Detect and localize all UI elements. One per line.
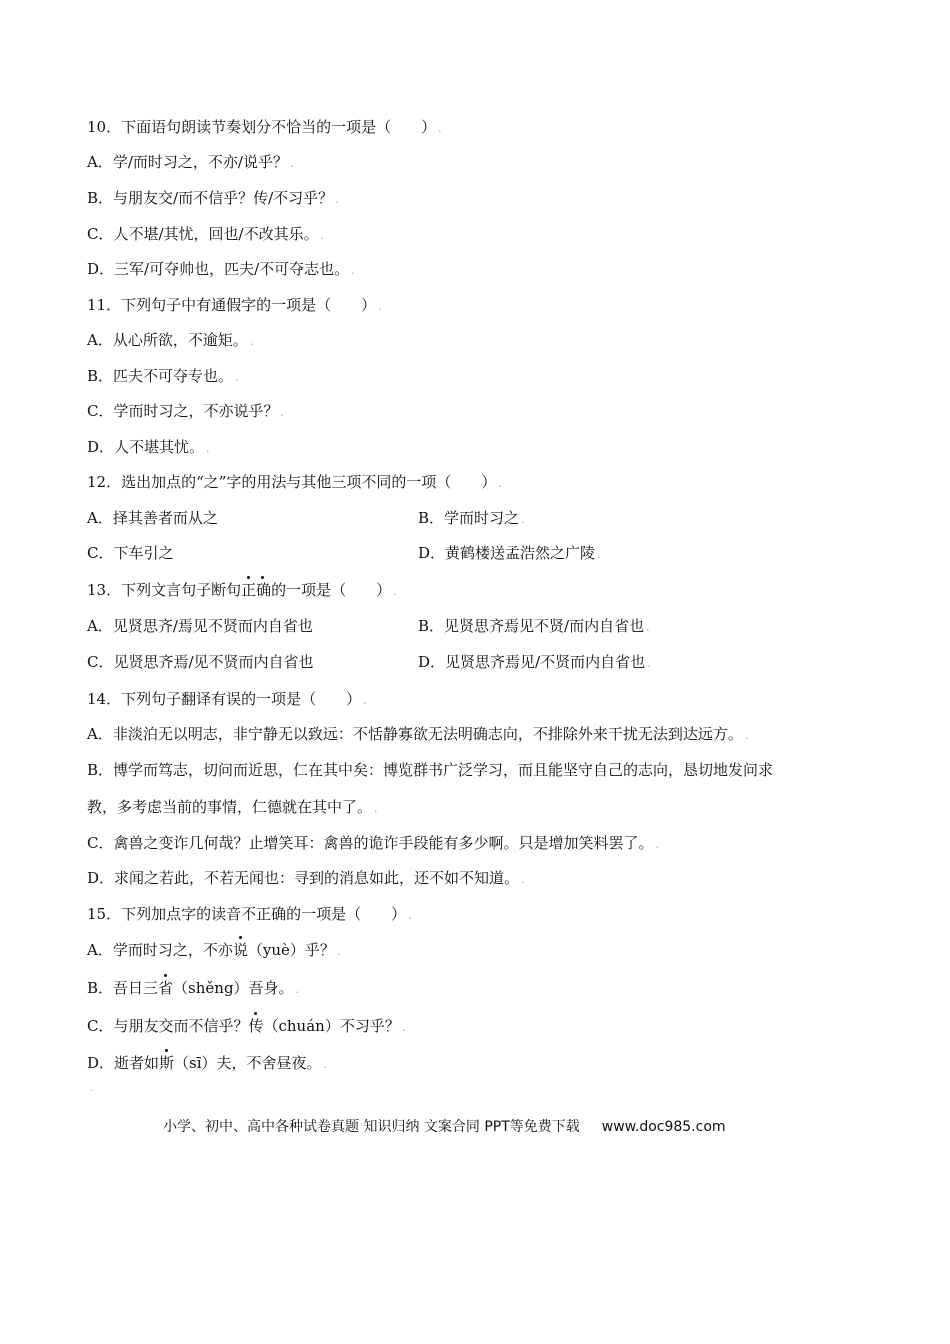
dotted-character: 说 — [232, 941, 248, 959]
question-10-option-b: B．与朋友交/而不信乎？传/不习乎？ . — [87, 189, 339, 207]
question-11-option-a: A．从心所欲，不逾矩。 . — [87, 331, 254, 349]
question-10-stem: 10．下面语句朗读节奏划分不恰当的一项是（ ） . — [87, 118, 442, 136]
question-11-option-c: C．学而时习之，不亦说乎？ . — [87, 402, 284, 420]
dotted-character: 省 — [158, 979, 174, 997]
footer-url[interactable]: www.doc985.com — [601, 1119, 726, 1135]
paragraph-mark: . — [90, 1084, 93, 1094]
question-14-option-a: A．非淡泊无以明志，非宁静无以致远：不恬静寡欲无法明确志向，不排除外来干扰无法到达远方。 . — [87, 725, 749, 743]
question-14-stem: 14．下列句子翻译有误的一项是（ ） . — [87, 690, 367, 708]
question-12-stem: 12．选出加点的“之”字的用法与其他三项不同的一项（ ） . — [87, 473, 502, 491]
question-13-option-d: D．见贤思齐焉见/不贤而内自省也 . — [418, 653, 651, 671]
question-11-stem: 11．下列句子中有通假字的一项是（ ） . — [87, 296, 382, 314]
question-15-option-c: C．与朋友交而不信乎？传（chuán）不习乎？ . — [87, 1017, 406, 1035]
question-12-option-c: C．下车引之 — [87, 544, 174, 562]
question-12-option-a: A．择其善者而从之 — [87, 509, 218, 527]
question-14-option-b-line2: 教，多考虑当前的事情，仁德就在其中了。 . — [87, 798, 378, 816]
question-15-option-d: D．逝者如斯（sī）夫，不舍昼夜。 . — [87, 1054, 328, 1072]
dotted-character: 传 — [248, 1017, 264, 1035]
question-14-option-d: D．求闻之若此，不若无闻也：寻到的消息如此，还不如不知道。 . — [87, 869, 525, 887]
page-footer — [163, 1116, 726, 1136]
question-15-option-a: A．学而时习之，不亦说（yuè）乎？ . — [87, 941, 341, 959]
question-10-option-c: C．人不堪/其忧，回也/不改其乐。 . — [87, 225, 325, 243]
question-12-option-d: D．黄鹤楼送孟浩然之广陵 . — [418, 544, 601, 562]
question-13-option-c: C．见贤思齐焉/见不贤而内自省也 — [87, 653, 314, 671]
question-10-option-d: D．三军/可夺帅也，匹夫/不可夺志也。 . — [87, 260, 355, 278]
question-14-option-b-line1: B．博学而笃志，切问而近思，仁在其中矣：博览群书广泛学习，而且能坚守自己的志向，恳切地发问求 — [87, 761, 774, 779]
question-15-option-b: B．吾日三省（shěng）吾身。 . — [87, 979, 300, 997]
footer-text: 小学、初中、高中各种试卷真题 知识归纳 文案合同 PPT等免费下载 — [163, 1119, 580, 1135]
dotted-character: 斯 — [159, 1054, 175, 1072]
question-11-option-b: B．匹夫不可夺专也。 . — [87, 367, 239, 385]
question-15-stem: 15．下列加点字的读音不正确的一项是（ ） . — [87, 905, 412, 923]
question-14-option-c: C．禽兽之变诈几何哉？止增笑耳：禽兽的诡诈手段能有多少啊。只是增加笑料罢了。 . — [87, 834, 659, 852]
question-13-option-b: B．见贤思齐焉见不贤/而内自省也 . — [418, 617, 650, 635]
question-12-option-b: B．学而时习之 . — [418, 509, 525, 527]
question-13-stem: 13．下列文言句子断句正确的一项是（ ） . — [87, 581, 397, 599]
emphasis-dotted-text: 正确 — [241, 581, 272, 599]
question-13-option-a: A．见贤思齐/焉见不贤而内自省也 — [87, 617, 313, 635]
question-10-option-a: A．学/而时习之，不亦/说乎？ . — [87, 153, 294, 171]
question-11-option-d: D．人不堪其忧。 . — [87, 438, 210, 456]
